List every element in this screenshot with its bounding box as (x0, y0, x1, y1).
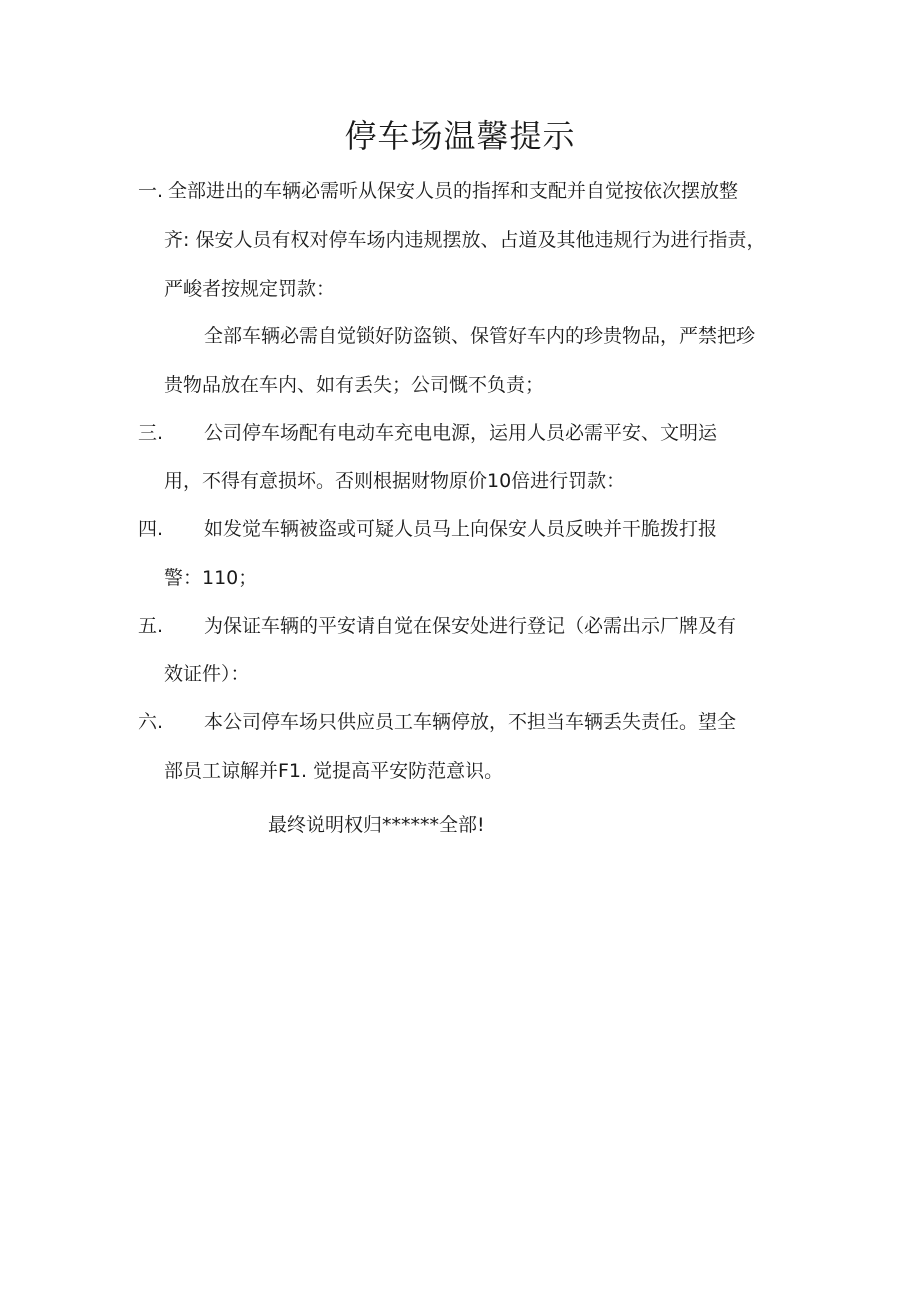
item-3-line-1: 公司停车场配有电动车充电电源，运用人员必需平安、文明运 (204, 422, 718, 444)
item-4-line-2: 警：110； (164, 567, 258, 589)
item-number-3: 三. (138, 422, 164, 444)
item-number-4: 四. (138, 518, 164, 540)
item-5-line-2: 效证件）： (164, 663, 250, 685)
item-6-line-1: 本公司停车场只供应员工车辆停放，不担当车辆丢失责任。望全 (204, 711, 737, 733)
item-6-line-2: 部员工谅解并F1. 觉提高平安防范意识。 (164, 760, 504, 782)
page-title: 停车场温馨提示 (344, 117, 576, 155)
item-4-line-1: 如发觉车辆被盗或可疑人员马上向保安人员反映并干脆拨打报 (204, 518, 718, 540)
item-2-line-2: 贵物品放在车内、如有丢失；公司慨不负责； (164, 374, 545, 396)
item-number-6: 六. (138, 711, 164, 733)
item-5-line-1: 为保证车辆的平安请自觉在保安处进行登记（必需出示厂牌及有 (204, 615, 737, 637)
item-number-1: 一. (138, 180, 164, 202)
item-3-line-2: 用，不得有意损坏。否则根据财物原价10倍进行罚款： (164, 470, 626, 492)
item-1-line-3: 严峻者按规定罚款： (164, 278, 336, 300)
closing-statement: 最终说明权归******全部! (268, 814, 485, 836)
item-1-line-2: 齐: 保安人员有权对停车场内违规摆放、占道及其他违规行为进行指责， (164, 229, 766, 251)
item-2-line-1: 全部车辆必需自觉锁好防盗锁、保管好车内的珍贵物品，严禁把珍 (204, 325, 756, 347)
item-number-5: 五. (138, 615, 164, 637)
item-1-line-1: 全部进出的车辆必需听从保安人员的指挥和支配并自觉按依次摆放整 (168, 180, 739, 202)
